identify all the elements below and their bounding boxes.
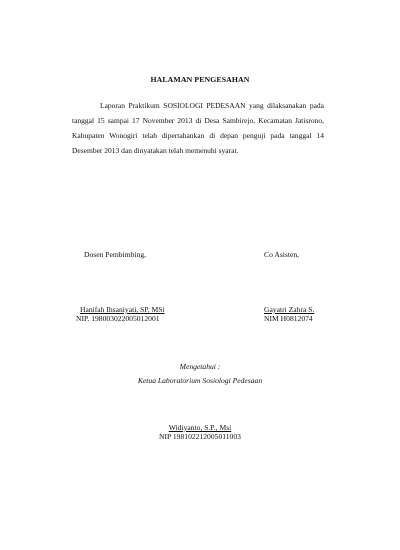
assistant-name: Gayatri Zahra S.	[264, 305, 315, 314]
approval-paragraph: Laporan Praktikum SOSIOLOGI PEDESAAN yang dilaksanakan pada tanggal 15 sampai 17 November 2013 di Desa Sambirejo, Kecamatan Jatisrono, Kabupaten Wonogiri telah dipertahankan di depan penguji pada tanggal 14 Desember 2013 dan dinyatakan telah memenuhi syarat.	[72, 101, 324, 155]
advisor-name: Hanifah Ihsaniyati, SP, MSi	[80, 305, 165, 314]
advisor-label: Dosen Pembimbing,	[84, 250, 147, 259]
lab-head-nip: NIP 198102212005011003	[159, 432, 241, 441]
assistant-nim: NIM H0812074	[264, 314, 313, 323]
lab-head-title: Ketua Laboratorium Sosiologi Pedesaan	[137, 376, 263, 385]
advisor-nip: NIP. 198003022005012001	[76, 314, 160, 323]
assistant-label: Co Asisten,	[264, 250, 300, 259]
page-title: HALAMAN PENGESAHAN	[150, 75, 250, 84]
lab-head-name: Widiyanto, S.P., Msi	[168, 423, 232, 432]
known-by-label: Mengetahui :	[179, 362, 221, 371]
